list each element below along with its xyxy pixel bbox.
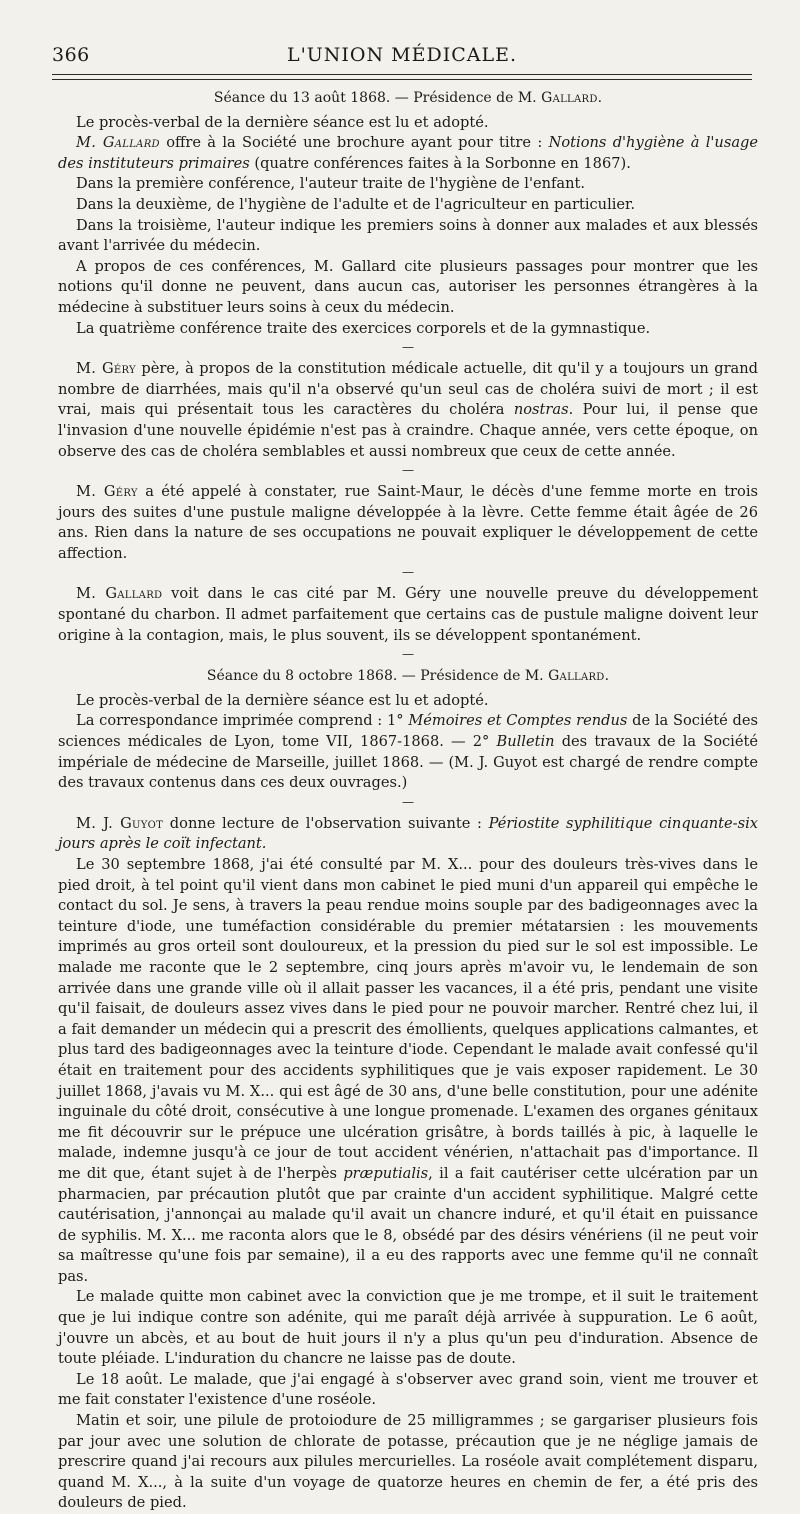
session-heading-2: Séance du 8 octobre 1868. — Présidence de M. Gallard. xyxy=(206,668,610,685)
separator-dash: — xyxy=(402,463,414,478)
page-number: 366 xyxy=(52,44,90,66)
paragraph: Le malade quitte mon cabinet avec la conviction que je me trompe, et il suit le traitement que je lui indique contre son adénite, qui me paraît déjà arrivée à suppuration. Le 6 août, j'ouvre un abcès, et au bout de huit jours il n'y a plus qu'un peu d'induration. Absence de toute pléiade. L'induration du chancre ne laisse pas de doute. xyxy=(58,1288,758,1368)
header-rule-thin xyxy=(52,79,752,80)
paragraph: La quatrième conférence traite des exercices corporels et de la gymnastique. xyxy=(76,319,651,337)
paragraph: Matin et soir, une pilule de protoiodure de 25 milligrammes ; se gargariser plusieurs fois par jour avec une solution de chlorate de potasse, précaution que je ne néglige jamais de prescrire quand j'ai recours aux pilules mercurielles. La roséole avait complétement disparu, quand M. X..., à la suite d'un voyage de quatorze heures en chemin de fer, a été pris des douleurs de pied. xyxy=(58,1412,758,1512)
paragraph: M. Géry père, à propos de la constitution médicale actuelle, dit qu'il y a toujours un grand nombre de diarrhées, mais qu'il n'a observé qu'un seul cas de choléra suivi de mort ; il est vrai, mais qui présentait tous les caractères du choléra nostras. Pour lui, il pense que l'invasion d'une nouvelle épidémie n'est pas à craindre. Chaque année, vers cette époque, on observe des cas de choléra semblables et aussi nombreux que ceux de cette année. xyxy=(58,360,758,460)
separator-dash: — xyxy=(402,340,414,355)
paragraph: Le 18 août. Le malade, que j'ai engagé à s'observer avec grand soin, vient me trouver et me fait constater l'existence d'une roséole. xyxy=(58,1370,758,1409)
paragraph: La correspondance imprimée comprend : 1° Mémoires et Comptes rendus de la Société des sciences médicales de Lyon, tome VII, 1867-1868. — 2° Bulletin des travaux de la Société impériale de médecine de Marseille, juillet 1868. — (M. J. Guyot est chargé de rendre compte des travaux contenus dans ces deux ouvrages.) xyxy=(58,712,758,792)
paragraph: M. Gallard voit dans le cas cité par M. Géry une nouvelle preuve du développement spontané du charbon. Il admet parfaitement que certains cas de pustule maligne doivent leur origine à la contagion, mais, le plus souvent, ils se développent spontanément. xyxy=(58,585,758,644)
separator-dash: — xyxy=(402,565,414,580)
paragraph: Le 30 septembre 1868, j'ai été consulté par M. X... pour des douleurs très-vives dans le pied droit, à tel point qu'il vient dans mon cabinet le pied muni d'un appareil qui empêche le contact du sol. Je sens, à travers la peau rendue moins souple par des badigeonnages avec la teinture d'iode, une tuméfaction considérable du premier métatarsien : les mouvements imprimés au gros orteil sont douloureux, et la pression du pied sur le sol est impossible. Le malade me raconte que le 2 septembre, cinq jours après m'avoir vu, le lendemain de son arrivée dans une grande ville où il allait passer les vacances, il a été pris, pendant une visite qu'il faisait, de douleurs assez vives dans le pied pour ne pouvoir marcher. Rentré chez lui, il a fait demander un médecin qui a prescrit des émollients, quelques applications calmantes, et plus tard des badigeonnages avec la teinture d'iode. Cependant le malade avait confessé qu'il était en traitement pour des accidents syphilitiques que je vais exposer rapidement. Le 30 juillet 1868, j'avais vu M. X... qui est âgé de 30 ans, d'une belle constitution, pour une adénite inguinale du côté droit, consécutive à une longue promenade. L'examen des organes génitaux me fit découvrir sur le prépuce une ulcération grisâtre, à bords taillés à pic, à laquelle le malade, indemne jusqu'à ce jour de tout accident vénérien, n'attachait pas d'importance. Il me dit que, étant sujet à de l'herpès præputialis, il a fait cautériser cette ulcération par un pharmacien, par précaution plutôt que par crainte d'un accident syphilitique. Malgré cette cautérisation, j'annonçai au malade qu'il avait un chancre induré, et qu'il était en puissance de syphilis. M. X... me raconta alors que le 8, obsédé par des désirs vénériens (il ne peut voir sa maîtresse qu'une fois par semaine), il a eu des rapports avec une femme qu'il ne connaît pas. xyxy=(58,856,758,1285)
paragraph: Le procès-verbal de la dernière séance est lu et adopté. xyxy=(76,113,489,131)
paragraph: Le procès-verbal de la dernière séance est lu et adopté. xyxy=(76,691,489,709)
running-title: L'UNION MÉDICALE. xyxy=(286,44,518,66)
session-heading-1: Séance du 13 août 1868. — Présidence de M. Gallard. xyxy=(213,90,603,106)
paragraph: Dans la deuxième, de l'hygiène de l'adulte et de l'agriculteur en particulier. xyxy=(76,195,636,213)
page-header xyxy=(52,40,752,76)
article-body xyxy=(58,88,758,1514)
paragraph: Dans la troisième, l'auteur indique les premiers soins à donner aux malades et aux blessés avant l'arrivée du médecin. xyxy=(58,216,758,255)
paragraph: M. J. Guyot donne lecture de l'observation suivante : Périostite syphilitique cinquante-six jours après le coït infectant. xyxy=(58,814,758,853)
paragraph: A propos de ces conférences, M. Gallard cite plusieurs passages pour montrer que les notions qu'il donne ne peuvent, dans aucun cas, autoriser les personnes étrangères à la médecine à substituer leurs soins à ceux du médecin. xyxy=(58,257,758,316)
separator-dash: — xyxy=(402,794,414,809)
paragraph: M. Géry a été appelé à constater, rue Saint-Maur, le décès d'une femme morte en trois jours des suites d'une pustule maligne développée à la lèvre. Cette femme était âgée de 26 ans. Rien dans la nature de ses occupations ne pouvait expliquer le développement de cette affection. xyxy=(58,483,758,562)
header-rule xyxy=(52,74,752,75)
paragraph: M. Gallard offre à la Société une brochure ayant pour titre : Notions d'hygiène à l'usage des instituteurs primaires (quatre conférences faites à la Sorbonne en 1867). xyxy=(58,134,759,172)
paragraph: Dans la première conférence, l'auteur traite de l'hygiène de l'enfant. xyxy=(76,175,586,193)
separator-dash: — xyxy=(402,647,414,662)
